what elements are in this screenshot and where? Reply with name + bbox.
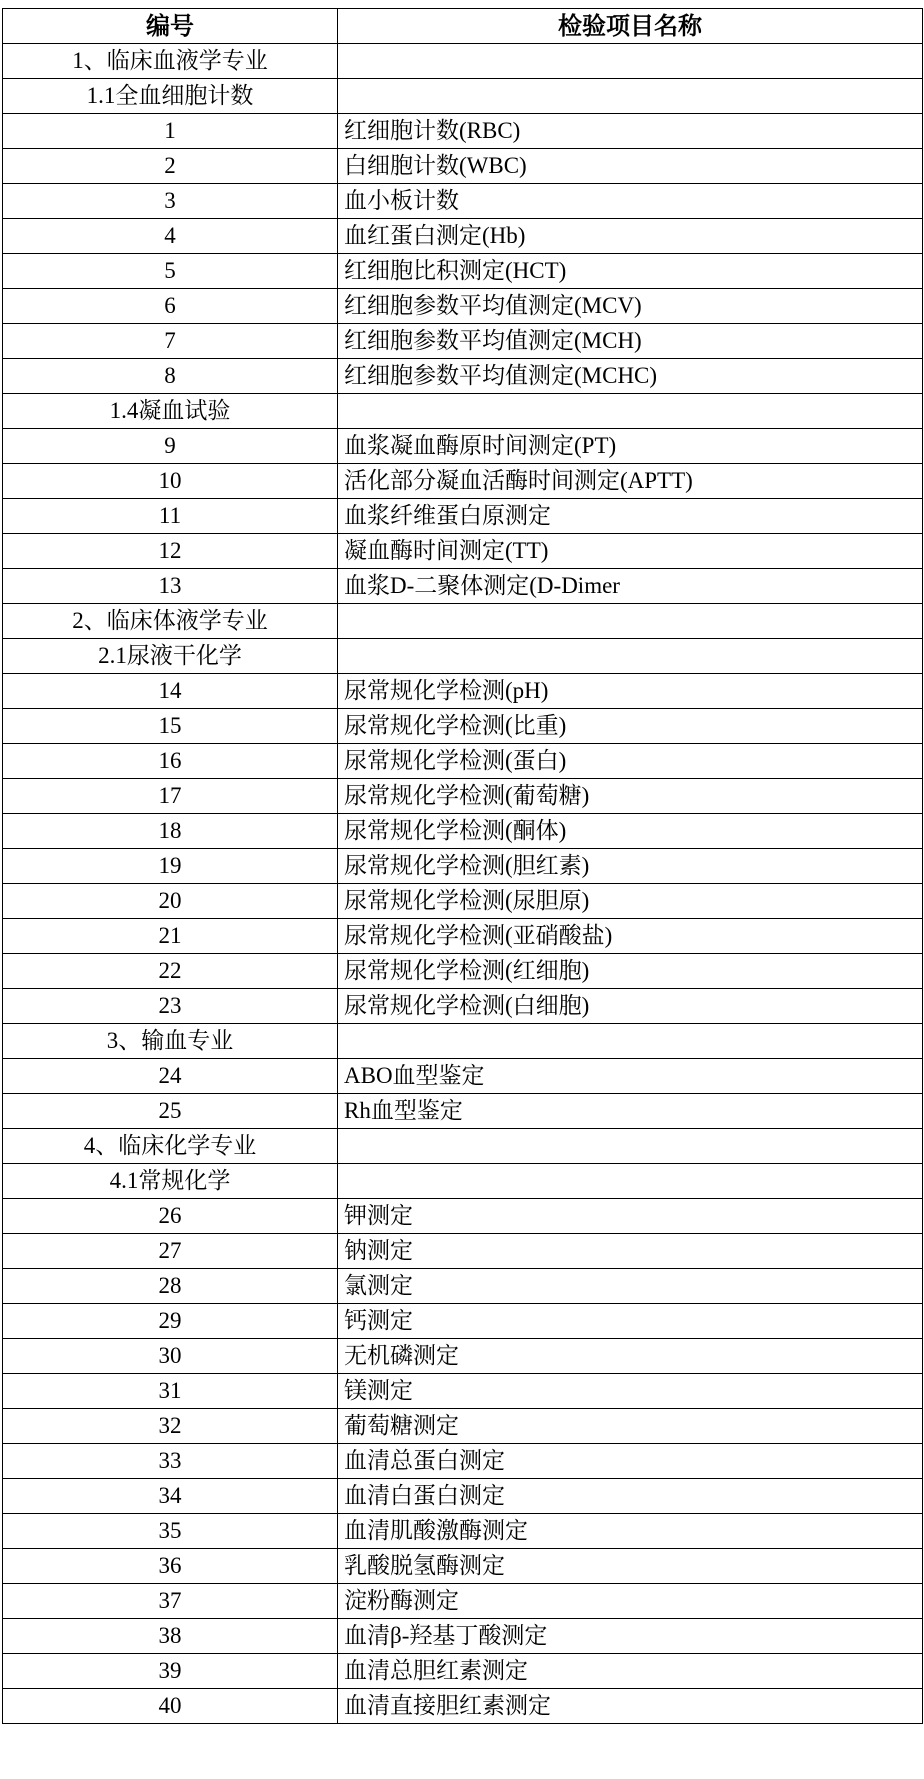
subsection-label: 1.1全血细胞计数 <box>3 79 338 114</box>
table-row <box>3 919 923 954</box>
item-name: 乳酸脱氢酶测定 <box>338 1549 923 1584</box>
item-number: 30 <box>3 1339 338 1374</box>
table-row <box>3 954 923 989</box>
item-name: 葡萄糖测定 <box>338 1409 923 1444</box>
table-row <box>3 1654 923 1689</box>
item-name: 血清直接胆红素测定 <box>338 1689 923 1724</box>
section-label: 2、临床体液学专业 <box>3 604 338 639</box>
item-name: 血红蛋白测定(Hb) <box>338 219 923 254</box>
table-row <box>3 779 923 814</box>
table-row <box>3 744 923 779</box>
item-name: 红细胞参数平均值测定(MCH) <box>338 324 923 359</box>
section-label: 4、临床化学专业 <box>3 1129 338 1164</box>
subsection-label: 1.4凝血试验 <box>3 394 338 429</box>
item-number: 8 <box>3 359 338 394</box>
item-name: 血清β-羟基丁酸测定 <box>338 1619 923 1654</box>
item-name: 尿常规化学检测(胆红素) <box>338 849 923 884</box>
table-row <box>3 1199 923 1234</box>
test-items-table <box>2 8 923 1724</box>
item-number: 19 <box>3 849 338 884</box>
table-row <box>3 849 923 884</box>
item-number: 9 <box>3 429 338 464</box>
subsection-row <box>3 394 923 429</box>
table-row <box>3 289 923 324</box>
item-number: 5 <box>3 254 338 289</box>
table-row <box>3 114 923 149</box>
section-row <box>3 604 923 639</box>
item-name: 血清白蛋白测定 <box>338 1479 923 1514</box>
item-name: 尿常规化学检测(尿胆原) <box>338 884 923 919</box>
item-number: 23 <box>3 989 338 1024</box>
section-row <box>3 1129 923 1164</box>
item-name: 白细胞计数(WBC) <box>338 149 923 184</box>
table-row <box>3 674 923 709</box>
table-row <box>3 1619 923 1654</box>
item-name: 红细胞比积测定(HCT) <box>338 254 923 289</box>
item-name: 血小板计数 <box>338 184 923 219</box>
section-label: 3、输血专业 <box>3 1024 338 1059</box>
table-row <box>3 1059 923 1094</box>
item-name: 钾测定 <box>338 1199 923 1234</box>
item-name: 钙测定 <box>338 1304 923 1339</box>
item-number: 31 <box>3 1374 338 1409</box>
section-row <box>3 44 923 79</box>
table-row <box>3 1479 923 1514</box>
empty-cell <box>338 44 923 79</box>
table-row <box>3 359 923 394</box>
item-name: 尿常规化学检测(pH) <box>338 674 923 709</box>
item-number: 20 <box>3 884 338 919</box>
header-code: 编号 <box>3 9 338 44</box>
item-number: 25 <box>3 1094 338 1129</box>
table-row <box>3 1339 923 1374</box>
item-number: 12 <box>3 534 338 569</box>
table-row <box>3 1304 923 1339</box>
item-name: 血清总蛋白测定 <box>338 1444 923 1479</box>
item-number: 4 <box>3 219 338 254</box>
item-name: 尿常规化学检测(亚硝酸盐) <box>338 919 923 954</box>
table-row <box>3 219 923 254</box>
table-row <box>3 464 923 499</box>
table-row <box>3 149 923 184</box>
table-row <box>3 1444 923 1479</box>
item-number: 27 <box>3 1234 338 1269</box>
subsection-row <box>3 1164 923 1199</box>
item-number: 15 <box>3 709 338 744</box>
empty-cell <box>338 79 923 114</box>
item-name: ABO血型鉴定 <box>338 1059 923 1094</box>
header-item-name: 检验项目名称 <box>338 9 923 44</box>
item-name: 红细胞参数平均值测定(MCV) <box>338 289 923 324</box>
item-number: 24 <box>3 1059 338 1094</box>
table-row <box>3 184 923 219</box>
item-name: 活化部分凝血活酶时间测定(APTT) <box>338 464 923 499</box>
empty-cell <box>338 1129 923 1164</box>
table-row <box>3 324 923 359</box>
table-row <box>3 499 923 534</box>
item-name: 钠测定 <box>338 1234 923 1269</box>
item-name: 无机磷测定 <box>338 1339 923 1374</box>
item-number: 1 <box>3 114 338 149</box>
item-name: 镁测定 <box>338 1374 923 1409</box>
item-number: 10 <box>3 464 338 499</box>
item-name: 血浆纤维蛋白原测定 <box>338 499 923 534</box>
item-number: 37 <box>3 1584 338 1619</box>
item-number: 40 <box>3 1689 338 1724</box>
section-row <box>3 1024 923 1059</box>
item-name: 凝血酶时间测定(TT) <box>338 534 923 569</box>
item-name: 尿常规化学检测(比重) <box>338 709 923 744</box>
item-name: 氯测定 <box>338 1269 923 1304</box>
table-row <box>3 1374 923 1409</box>
item-number: 36 <box>3 1549 338 1584</box>
item-number: 38 <box>3 1619 338 1654</box>
item-number: 3 <box>3 184 338 219</box>
item-number: 26 <box>3 1199 338 1234</box>
item-number: 34 <box>3 1479 338 1514</box>
table-row <box>3 709 923 744</box>
item-number: 22 <box>3 954 338 989</box>
item-name: 红细胞计数(RBC) <box>338 114 923 149</box>
table-row <box>3 429 923 464</box>
item-name: 红细胞参数平均值测定(MCHC) <box>338 359 923 394</box>
item-number: 28 <box>3 1269 338 1304</box>
item-number: 6 <box>3 289 338 324</box>
item-name: 血浆D-二聚体测定(D-Dimer <box>338 569 923 604</box>
empty-cell <box>338 394 923 429</box>
item-name: 尿常规化学检测(蛋白) <box>338 744 923 779</box>
empty-cell <box>338 1164 923 1199</box>
item-name: Rh血型鉴定 <box>338 1094 923 1129</box>
table-row <box>3 1094 923 1129</box>
table-row <box>3 1409 923 1444</box>
item-number: 33 <box>3 1444 338 1479</box>
item-name: 尿常规化学检测(酮体) <box>338 814 923 849</box>
item-number: 29 <box>3 1304 338 1339</box>
item-number: 39 <box>3 1654 338 1689</box>
header-row <box>3 9 923 44</box>
table-row <box>3 1689 923 1724</box>
empty-cell <box>338 604 923 639</box>
item-number: 14 <box>3 674 338 709</box>
item-number: 21 <box>3 919 338 954</box>
table-row <box>3 1549 923 1584</box>
item-name: 尿常规化学检测(红细胞) <box>338 954 923 989</box>
table-row <box>3 254 923 289</box>
item-number: 13 <box>3 569 338 604</box>
table-row <box>3 814 923 849</box>
item-number: 11 <box>3 499 338 534</box>
item-number: 35 <box>3 1514 338 1549</box>
item-number: 17 <box>3 779 338 814</box>
item-name: 血清总胆红素测定 <box>338 1654 923 1689</box>
item-name: 尿常规化学检测(葡萄糖) <box>338 779 923 814</box>
subsection-label: 4.1常规化学 <box>3 1164 338 1199</box>
item-number: 16 <box>3 744 338 779</box>
table-row <box>3 534 923 569</box>
table-row <box>3 989 923 1024</box>
empty-cell <box>338 1024 923 1059</box>
table-row <box>3 884 923 919</box>
subsection-label: 2.1尿液干化学 <box>3 639 338 674</box>
table-row <box>3 569 923 604</box>
table-body <box>3 44 923 1724</box>
table-row <box>3 1234 923 1269</box>
item-number: 7 <box>3 324 338 359</box>
item-name: 血浆凝血酶原时间测定(PT) <box>338 429 923 464</box>
empty-cell <box>338 639 923 674</box>
item-number: 32 <box>3 1409 338 1444</box>
table-row <box>3 1269 923 1304</box>
table-row <box>3 1584 923 1619</box>
table-row <box>3 1514 923 1549</box>
subsection-row <box>3 79 923 114</box>
item-number: 18 <box>3 814 338 849</box>
section-label: 1、临床血液学专业 <box>3 44 338 79</box>
item-name: 血清肌酸激酶测定 <box>338 1514 923 1549</box>
subsection-row <box>3 639 923 674</box>
item-name: 尿常规化学检测(白细胞) <box>338 989 923 1024</box>
item-number: 2 <box>3 149 338 184</box>
item-name: 淀粉酶测定 <box>338 1584 923 1619</box>
